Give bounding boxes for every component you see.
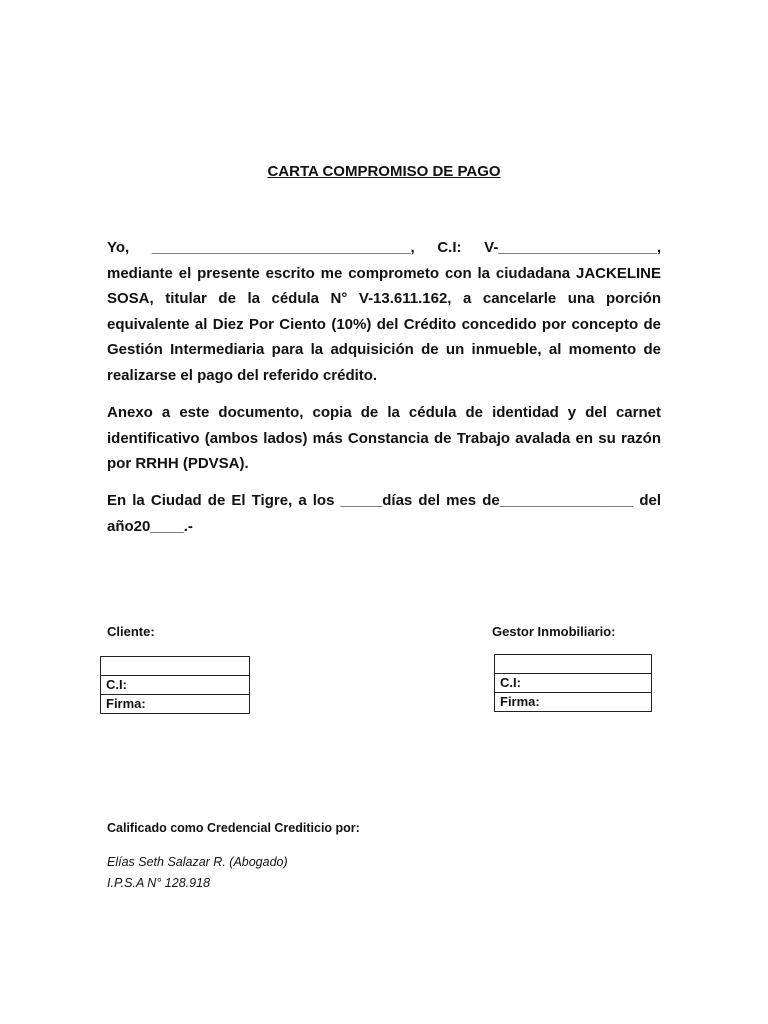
paragraph-place-date: En la Ciudad de El Tigre, a los _____días del mes de________________ del año20____.- [107,492,661,535]
client-name-cell [101,657,250,676]
name-blank: _______________________________, [151,239,415,256]
paragraph-annex: Anexo a este documento, copia de la cédula de identidad y del carnet identificativo (ambos lados) más Constancia de Trabajo avalada en su razón por RRHH (PDVSA). [107,404,661,472]
gestor-firma-cell: Firma: [495,693,652,712]
gestor-name-cell [495,655,652,674]
gestor-ci-cell: C.I: [495,674,652,693]
paragraph-commitment-text: mediante el presente escrito me comprometo con la ciudadana JACKELINE SOSA, titular de la cédula N° V-13.611.162, a cancelarle una porción equivalente al Diez Por Ciento (10%) del Crédito concedido por concepto de Gestión Intermediaria para la adquisición de un inmueble, al momento de realizarse el pago del referido crédito. [107,264,661,384]
paragraph-commitment [107,235,661,388]
client-firma-cell: Firma: [101,695,250,714]
client-signature-table [100,656,250,714]
qualified-by-label: Calificado como Credencial Crediticio por: [107,821,360,835]
gestor-label: Gestor Inmobiliario: [492,624,616,639]
client-ci-cell: C.I: [101,676,250,695]
gestor-signature-table [494,654,652,712]
yo-label: Yo, [107,239,130,256]
page-title: CARTA COMPROMISO DE PAGO [267,163,501,180]
lawyer-name: Elías Seth Salazar R. (Abogado) [107,855,288,869]
lawyer-ipsa: I.P.S.A N° 128.918 [107,876,210,890]
paragraph-first-line [107,235,661,261]
client-label: Cliente: [107,624,155,639]
ci-label: C.I: [437,239,462,256]
ci-blank: V-___________________, [484,239,661,256]
